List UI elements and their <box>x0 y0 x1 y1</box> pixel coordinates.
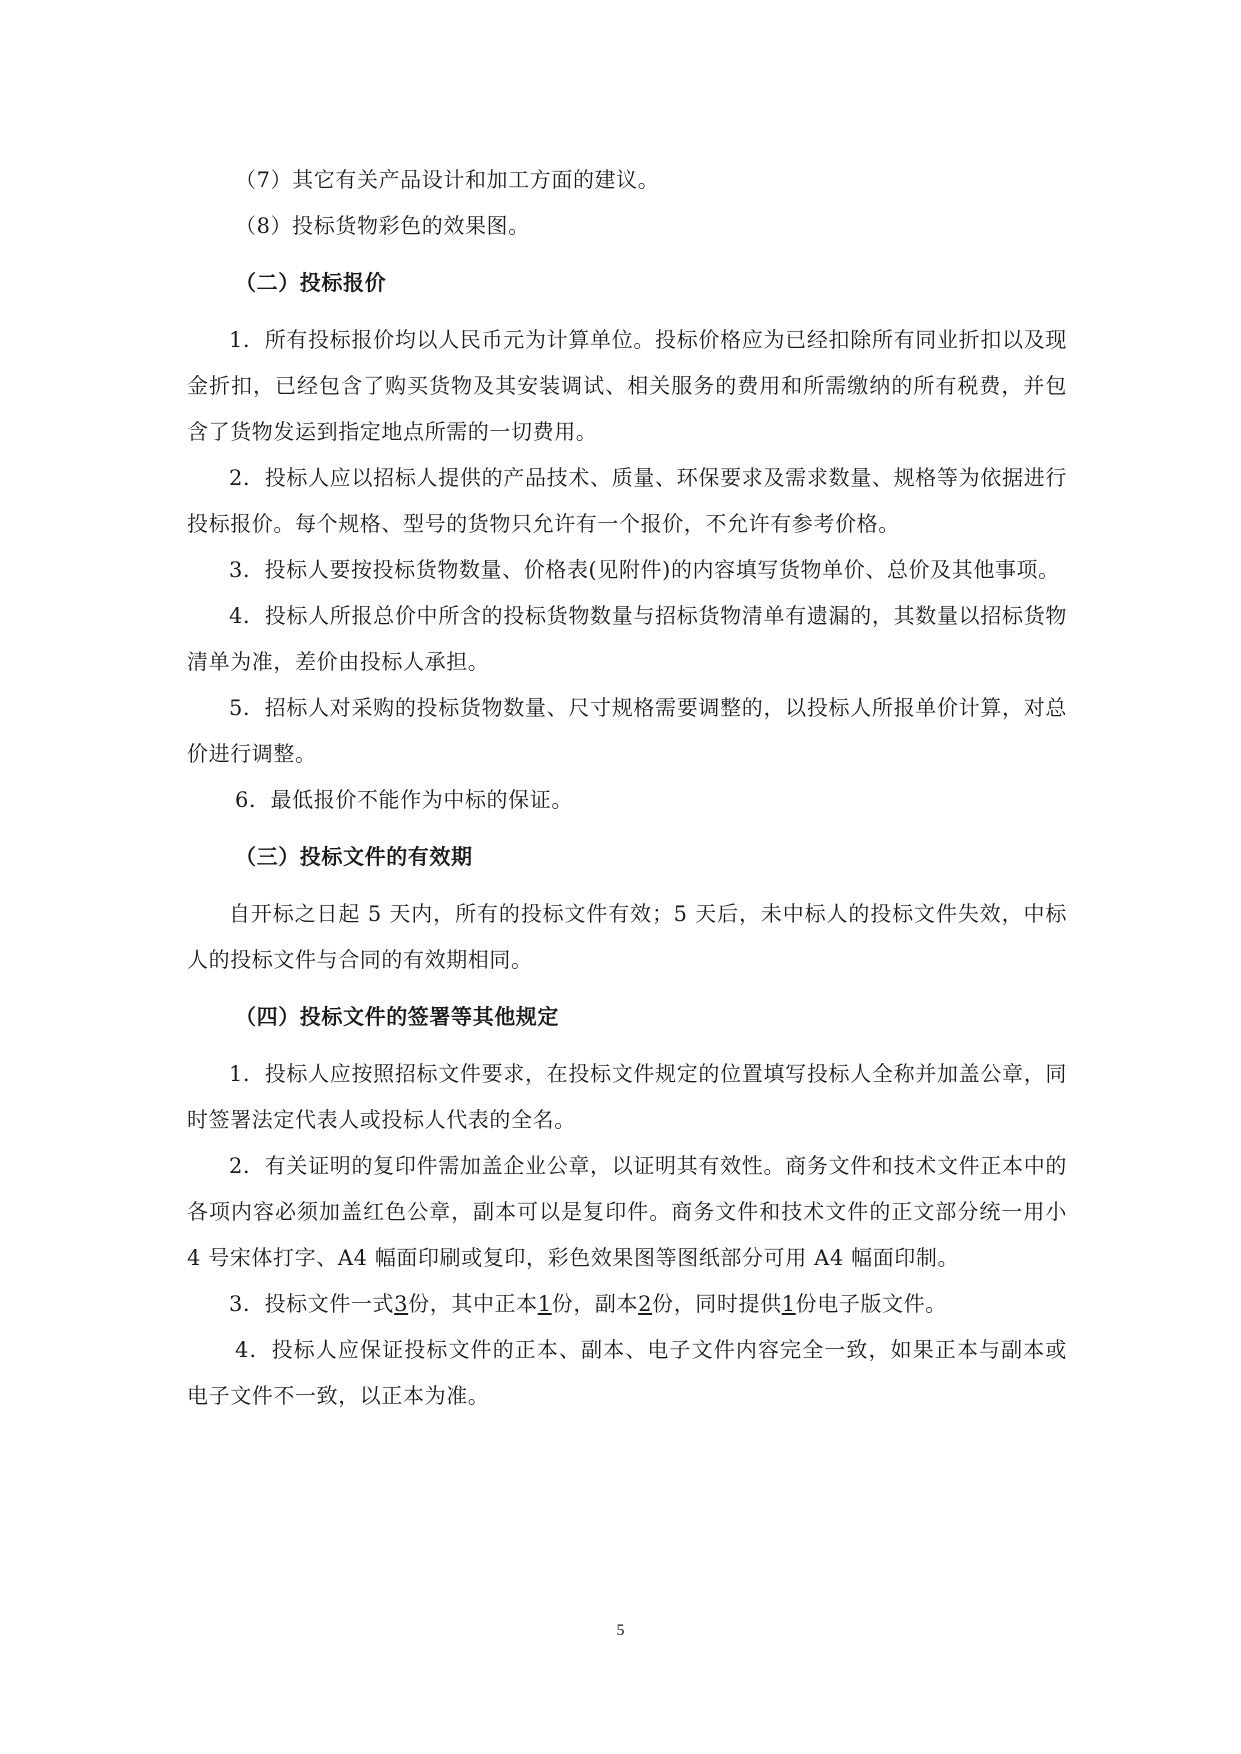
signing-para-3 <box>187 1281 1067 1327</box>
section-heading-signing: （四）投标文件的签署等其他规定 <box>235 1004 559 1029</box>
copies-text-c: 份，副本 <box>551 1292 639 1316</box>
copies-text-b: 份，其中正本 <box>408 1292 538 1316</box>
bid-price-para-6: 6．最低报价不能作为中标的保证。 <box>235 788 573 812</box>
copies-text-e: 份电子版文件。 <box>795 1292 947 1316</box>
copies-text-d: 份，同时提供 <box>652 1292 782 1316</box>
bid-price-para-1: 1．所有投标报价均以人民币元为计算单位。投标价格应为已经扣除所有同业折扣以及现金折扣，已经包含了购买货物及其安装调试、相关服务的费用和所需缴纳的所有税费，并包含了货物发运到指定地点所需的一切费用。 <box>187 328 1067 444</box>
copies-duplicate: 2 <box>638 1292 653 1316</box>
bid-price-para-2: 2．投标人应以招标人提供的产品技术、质量、环保要求及需求数量、规格等为依据进行投标报价。每个规格、型号的货物只允许有一个报价，不允许有参考价格。 <box>187 466 1067 536</box>
item-7: （7）其它有关产品设计和加工方面的建议。 <box>235 168 660 192</box>
section-heading-validity: （三）投标文件的有效期 <box>235 844 473 869</box>
page-content <box>187 157 1067 1419</box>
bid-price-para-3: 3．投标人要按投标货物数量、价格表(见附件)的内容填写货物单价、总价及其他事项。 <box>229 558 1060 582</box>
signing-para-4: 4．投标人应保证投标文件的正本、副本、电子文件内容完全一致，如果正本与副本或电子文件不一致，以正本为准。 <box>187 1338 1067 1408</box>
page-number: 5 <box>616 1622 625 1639</box>
copies-text-a: 3．投标文件一式 <box>229 1292 395 1316</box>
bid-price-para-5: 5．招标人对采购的投标货物数量、尺寸规格需要调整的，以投标人所报单价计算，对总价进行调整。 <box>187 696 1067 766</box>
copies-electronic: 1 <box>781 1292 796 1316</box>
signing-para-2: 2．有关证明的复印件需加盖企业公章，以证明其有效性。商务文件和技术文件正本中的各项内容必须加盖红色公章，副本可以是复印件。商务文件和技术文件的正文部分统一用小 4 号宋体打字、A4 幅面印刷或复印，彩色效果图等图纸部分可用 A4 幅面印制。 <box>187 1154 1067 1270</box>
item-8: （8）投标货物彩色的效果图。 <box>235 214 530 238</box>
copies-total: 3 <box>394 1292 409 1316</box>
bid-price-para-4: 4．投标人所报总价中所含的投标货物数量与招标货物清单有遗漏的，其数量以招标货物清单为准，差价由投标人承担。 <box>187 604 1067 674</box>
section-heading-bid-price: （二）投标报价 <box>235 270 387 295</box>
signing-para-1: 1．投标人应按照招标文件要求，在投标文件规定的位置填写投标人全称并加盖公章，同时签署法定代表人或投标人代表的全名。 <box>187 1062 1067 1132</box>
copies-original: 1 <box>537 1292 552 1316</box>
validity-para-1: 自开标之日起 5 天内，所有的投标文件有效；5 天后，未中标人的投标文件失效，中标人的投标文件与合同的有效期相同。 <box>187 902 1067 972</box>
